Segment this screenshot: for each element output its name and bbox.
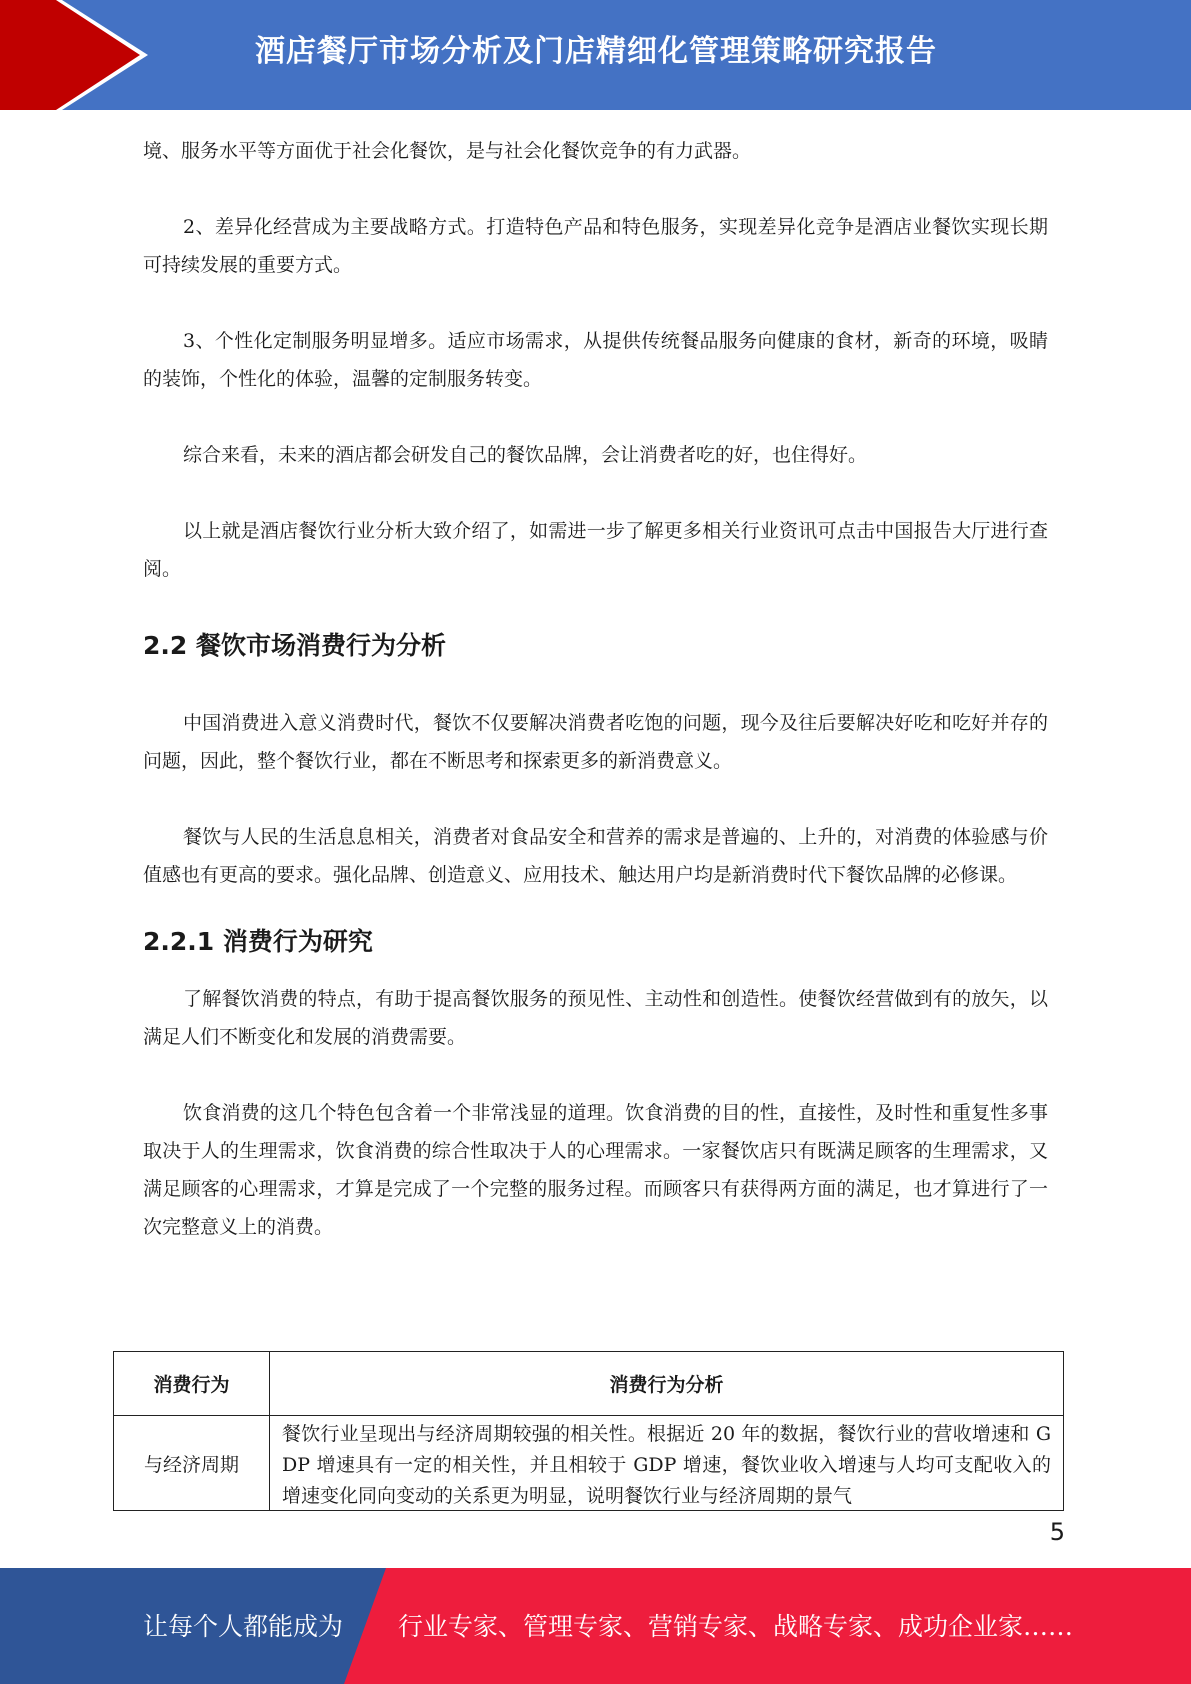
paragraph-1: 境、服务水平等方面优于社会化餐饮，是与社会化餐饮竞争的有力武器。 xyxy=(143,140,752,162)
footer-slogan-right: 行业专家、管理专家、营销专家、战略专家、成功企业家…… xyxy=(398,1612,1074,1641)
paragraph-2: 2、差异化经营成为主要战略方式。打造特色产品和特色服务，实现差异化竞争是酒店业餐饮实现长期可持续发展的重要方式。 xyxy=(143,216,1048,276)
paragraph-6: 中国消费进入意义消费时代，餐饮不仅要解决消费者吃饱的问题，现今及往后要解决好吃和吃好并存的问题，因此，整个餐饮行业，都在不断思考和探索更多的新消费意义。 xyxy=(143,712,1048,772)
table-cell-analysis xyxy=(270,1416,1064,1511)
page-footer xyxy=(0,1568,1191,1684)
footer-slogan-left: 让每个人都能成为 xyxy=(143,1612,344,1641)
document-body xyxy=(143,132,1048,1284)
page-number: 5 xyxy=(1049,1518,1065,1546)
paragraph-7: 餐饮与人民的生活息息相关，消费者对食品安全和营养的需求是普遍的、上升的，对消费的体验感与价值感也有更高的要求。强化品牌、创造意义、应用技术、触达用户均是新消费时代下餐饮品牌的必修课。 xyxy=(143,826,1048,886)
table-header-cell: 消费行为 xyxy=(114,1352,270,1416)
page-header xyxy=(0,0,1191,110)
section-heading-2-2-1: 2.2.1 消费行为研究 xyxy=(143,927,373,956)
consumer-behavior-table xyxy=(113,1351,1064,1511)
paragraph-5: 以上就是酒店餐饮行业分析大致介绍了，如需进一步了解更多相关行业资讯可点击中国报告大厅进行查阅。 xyxy=(143,520,1048,580)
paragraph-3: 3、个性化定制服务明显增多。适应市场需求，从提供传统餐品服务向健康的食材，新奇的环境，吸睛的装饰，个性化的体验，温馨的定制服务转变。 xyxy=(143,330,1048,390)
table-header-row xyxy=(114,1352,1064,1416)
paragraph-8: 了解餐饮消费的特点，有助于提高餐饮服务的预见性、主动性和创造性。使餐饮经营做到有的放矢，以满足人们不断变化和发展的消费需要。 xyxy=(143,988,1048,1048)
paragraph-4: 综合来看，未来的酒店都会研发自己的餐饮品牌，会让消费者吃的好，也住得好。 xyxy=(183,444,868,466)
table-cell-category: 与经济周期 xyxy=(114,1416,270,1511)
report-title: 酒店餐厅市场分析及门店精细化管理策略研究报告 xyxy=(255,34,937,69)
table-row xyxy=(114,1416,1064,1511)
section-heading-2-2: 2.2 餐饮市场消费行为分析 xyxy=(143,631,446,660)
paragraph-9: 饮食消费的这几个特色包含着一个非常浅显的道理。饮食消费的目的性，直接性，及时性和重复性多事取决于人的生理需求，饮食消费的综合性取决于人的心理需求。一家餐饮店只有既满足顾客的生理需求，又满足顾客的心理需求，才算是完成了一个完整的服务过程。而顾客只有获得两方面的满足，也才算进行了一次完整意义上的消费。 xyxy=(143,1102,1048,1238)
arrow-shape xyxy=(0,0,140,110)
table-header-cell: 消费行为分析 xyxy=(270,1352,1064,1416)
analysis-text: 餐饮行业呈现出与经济周期较强的相关性。根据近 20 年的数据，餐饮行业的营收增速和 GDP 增速具有一定的相关性，并且相较于 GDP 增速，餐饮业收入增速与人均可支配收入的增速变化同向变动的关系更为明显，说明餐饮行业与经济周期的景气 xyxy=(282,1423,1051,1507)
header-arrow-decoration xyxy=(0,0,160,110)
